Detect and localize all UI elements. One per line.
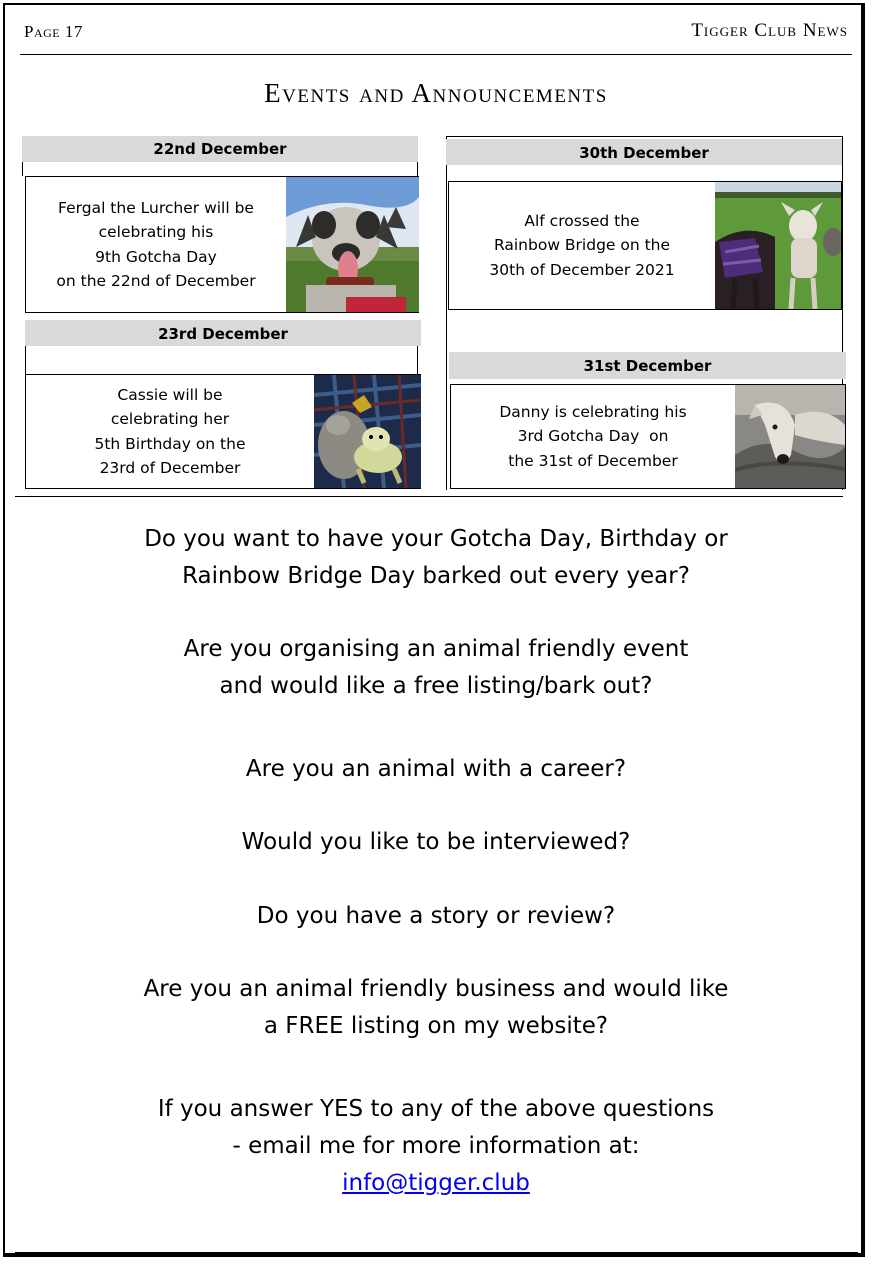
connector-line xyxy=(417,162,418,176)
question-line: a FREE listing on my website? xyxy=(263,1013,609,1039)
dog-with-toy-photo xyxy=(314,375,421,488)
page-number: Page 17 xyxy=(24,22,83,41)
connector-line xyxy=(22,162,23,176)
lurcher-dog-photo xyxy=(286,177,419,312)
question-line: Do you have a story or review? xyxy=(256,903,616,929)
event-line: 9th Gotcha Day xyxy=(95,247,217,266)
question-line: Are you an animal friendly business and would like xyxy=(143,976,729,1002)
event-description xyxy=(449,182,715,309)
question-story-review xyxy=(0,898,872,935)
connector-line xyxy=(417,346,418,374)
frame-line xyxy=(446,136,843,137)
event-date-band: 30th December xyxy=(446,139,842,165)
event-card xyxy=(448,181,842,310)
event-line: on the 22nd of December xyxy=(56,272,256,290)
cta-line: - email me for more information at: xyxy=(232,1133,640,1159)
question-line: Are you organising an animal friendly event xyxy=(183,636,689,662)
footer-rule xyxy=(15,1252,858,1253)
event-line: 5th Birthday on the xyxy=(94,434,246,453)
section-divider xyxy=(15,496,843,497)
event-description xyxy=(26,375,314,488)
event-line: the 31st of December xyxy=(508,451,678,470)
event-line: 23rd of December xyxy=(99,459,241,477)
event-line: 30th of December 2021 xyxy=(489,260,675,279)
email-link[interactable]: info@tigger.club xyxy=(342,1170,530,1196)
event-date-band: 31st December xyxy=(449,352,846,379)
event-line: celebrating his xyxy=(98,223,214,241)
question-line: Rainbow Bridge Day barked out every year? xyxy=(182,563,690,589)
event-line: Fergal the Lurcher will be xyxy=(58,198,254,217)
event-line: Alf crossed the xyxy=(524,211,640,230)
cta-line: If you answer YES to any of the above questions xyxy=(157,1096,715,1122)
event-card xyxy=(25,374,421,489)
event-line: Danny is celebrating his xyxy=(499,402,687,421)
event-line: Rainbow Bridge on the xyxy=(493,236,671,255)
call-to-action xyxy=(0,1091,872,1202)
frame-line xyxy=(446,136,447,490)
greyhounds-in-park-photo xyxy=(715,182,841,309)
event-description xyxy=(451,385,735,488)
question-line: Are you an animal with a career? xyxy=(245,756,627,782)
connector-line xyxy=(25,346,26,374)
question-line: Do you want to have your Gotcha Day, Birthday or xyxy=(144,526,728,552)
question-business-listing xyxy=(0,971,872,1045)
greyhound-on-blanket-photo xyxy=(735,385,845,488)
question-gotcha-day xyxy=(0,521,872,595)
event-card xyxy=(25,176,419,313)
page-title: Events and Announcements xyxy=(264,78,608,108)
event-line: celebrating her xyxy=(110,410,230,428)
question-line: and would like a free listing/bark out? xyxy=(219,673,653,699)
event-date-band: 23rd December xyxy=(25,320,421,346)
question-animal-career xyxy=(0,751,872,788)
question-line: Would you like to be interviewed? xyxy=(241,829,631,855)
event-date-band: 22nd December xyxy=(22,136,418,162)
publication-name: Tigger Club News xyxy=(691,20,848,41)
event-card xyxy=(450,384,846,489)
event-line: Cassie will be xyxy=(117,385,223,404)
event-description xyxy=(26,177,286,312)
question-event-listing xyxy=(0,631,872,705)
header-rule xyxy=(20,54,852,55)
event-line: 3rd Gotcha Day on xyxy=(517,427,669,446)
question-interview xyxy=(0,824,872,861)
